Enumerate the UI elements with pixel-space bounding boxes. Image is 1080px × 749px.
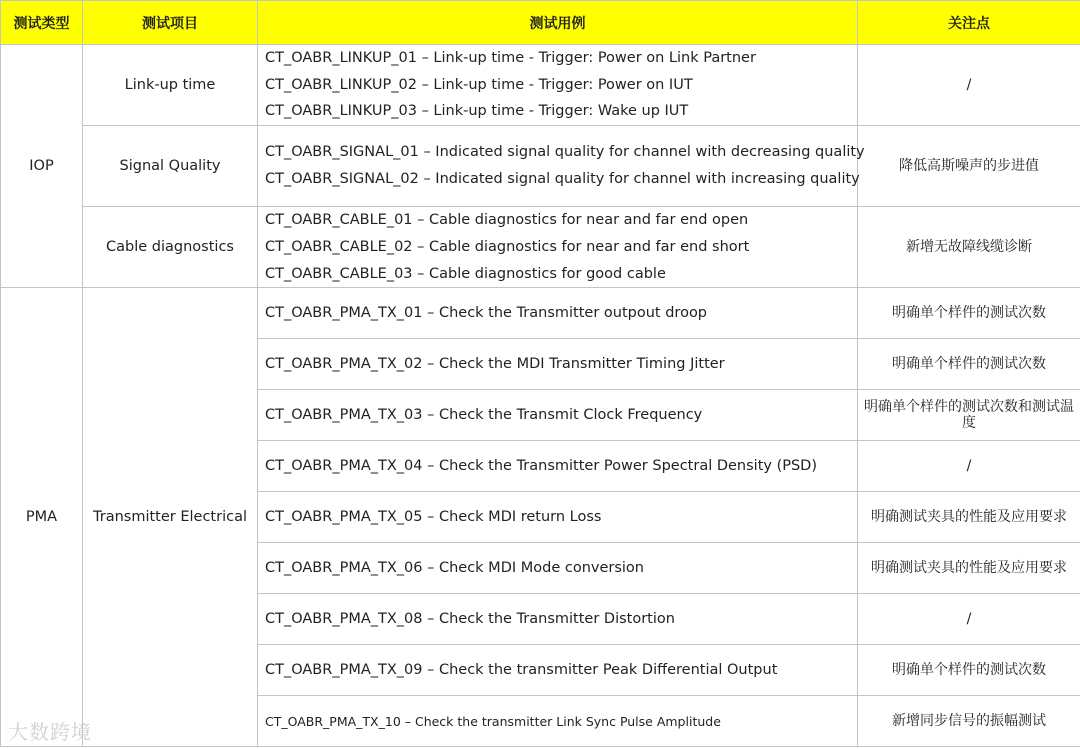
focus-cell: 明确单个样件的测试次数 xyxy=(858,288,1080,339)
case-cell: CT_OABR_PMA_TX_10 – Check the transmitter Link Sync Pulse Amplitude xyxy=(258,696,858,747)
focus-cell: / xyxy=(858,594,1080,645)
focus-cell: / xyxy=(858,45,1080,126)
cases-cell xyxy=(258,45,858,126)
header-test-case: 测试用例 xyxy=(258,1,858,45)
case-cell: CT_OABR_PMA_TX_04 – Check the Transmitter Power Spectral Density (PSD) xyxy=(258,441,858,492)
type-cell: IOP xyxy=(1,45,83,288)
focus-cell: 降低高斯噪声的步进值 xyxy=(858,126,1080,207)
cases-cell xyxy=(258,207,858,288)
focus-cell: 新增同步信号的振幅测试 xyxy=(858,696,1080,747)
focus-cell: 明确单个样件的测试次数 xyxy=(858,339,1080,390)
case-text: CT_OABR_SIGNAL_01 – Indicated signal quality for channel with decreasing quality xyxy=(265,144,865,161)
item-cell: Cable diagnostics xyxy=(83,207,258,288)
focus-cell: 明确单个样件的测试次数和测试温度 xyxy=(858,390,1080,441)
item-cell: Link-up time xyxy=(83,45,258,126)
table-row xyxy=(1,126,1080,207)
case-cell: CT_OABR_PMA_TX_08 – Check the Transmitter Distortion xyxy=(258,594,858,645)
focus-cell: / xyxy=(858,441,1080,492)
header-row xyxy=(1,1,1080,45)
table-row xyxy=(1,207,1080,288)
case-cell: CT_OABR_PMA_TX_01 – Check the Transmitter outpout droop xyxy=(258,288,858,339)
case-cell: CT_OABR_PMA_TX_03 – Check the Transmit Clock Frequency xyxy=(258,390,858,441)
header-test-type: 测试类型 xyxy=(1,1,83,45)
focus-cell: 新增无故障线缆诊断 xyxy=(858,207,1080,288)
case-text: CT_OABR_SIGNAL_02 – Indicated signal quality for channel with increasing quality xyxy=(265,171,860,188)
case-text: CT_OABR_CABLE_03 – Cable diagnostics for good cable xyxy=(265,265,666,282)
cases-cell xyxy=(258,126,865,207)
focus-cell: 明确测试夹具的性能及应用要求 xyxy=(858,492,1080,543)
focus-cell: 明确单个样件的测试次数 xyxy=(858,645,1080,696)
header-focus: 关注点 xyxy=(858,1,1080,45)
item-cell: Transmitter Electrical xyxy=(83,288,258,747)
case-cell: CT_OABR_PMA_TX_05 – Check MDI return Loss xyxy=(258,492,858,543)
table-row xyxy=(1,288,1080,339)
case-cell: CT_OABR_PMA_TX_09 – Check the transmitter Peak Differential Output xyxy=(258,645,858,696)
case-text: CT_OABR_CABLE_02 – Cable diagnostics for near and far end short xyxy=(265,238,750,255)
case-cell: CT_OABR_PMA_TX_02 – Check the MDI Transmitter Timing Jitter xyxy=(258,339,858,390)
case-text: CT_OABR_CABLE_01 – Cable diagnostics for near and far end open xyxy=(265,212,749,229)
item-cell: Signal Quality xyxy=(83,126,258,207)
case-text: CT_OABR_LINKUP_02 – Link-up time - Trigger: Power on IUT xyxy=(265,76,693,93)
case-text: CT_OABR_LINKUP_03 – Link-up time - Trigger: Wake up IUT xyxy=(265,103,689,120)
case-text: CT_OABR_LINKUP_01 – Link-up time - Trigger: Power on Link Partner xyxy=(265,50,756,66)
type-cell: PMA xyxy=(1,288,83,747)
focus-cell: 明确测试夹具的性能及应用要求 xyxy=(858,543,1080,594)
watermark-logo: 大数跨境 xyxy=(8,720,92,744)
case-cell: CT_OABR_PMA_TX_06 – Check MDI Mode conversion xyxy=(258,543,858,594)
table-row xyxy=(1,45,1080,126)
header-test-item: 测试项目 xyxy=(83,1,258,45)
